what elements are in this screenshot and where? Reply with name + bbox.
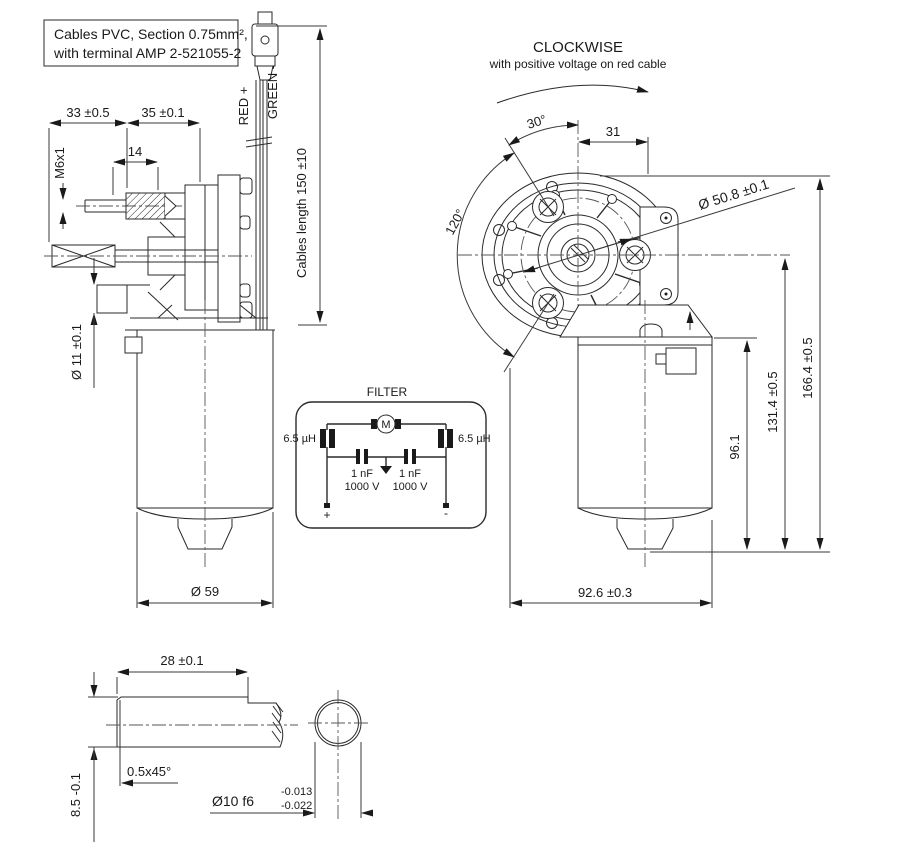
dim-85 [68,672,118,842]
dim-d59-label: Ø 59 [190,584,220,599]
motor-symbol [371,415,401,433]
cables-length-label: Cables length 150 ±10 [294,147,309,279]
filter-circuit [283,385,490,528]
rotation-subtitle: with positive voltage on red cable [489,57,667,71]
dim-92-label: 92.6 ±0.3 [577,585,633,600]
terminal-plus-label: + [323,508,331,522]
dim-chamfer [122,764,178,783]
cable-green-label: GREEN - [265,64,280,120]
motor-body-front [560,300,712,568]
cap-right-value: 1 nF [398,468,422,480]
dim-d10 [210,786,372,813]
dim-131 [765,259,785,549]
thread-label: M6x1 [52,147,67,179]
filter-title: FILTER [366,385,408,399]
inductor-left [283,429,335,448]
dim-166-label: 166.4 ±0.5 [800,337,815,399]
shaft-end-view [308,690,368,820]
cap-left-value: 1 nF [350,468,374,480]
dim-28-label: 28 ±0.1 [160,653,204,668]
inductor-left-label: 6.5 µH [283,433,316,445]
dim-28 [117,653,248,700]
dim-14 [113,144,158,195]
cap-left-rating: 1000 V [344,481,380,493]
dim-thread-m6 [52,147,67,229]
dim-120-label: 120° [442,206,468,238]
dim-d10-label: Ø10 f6 [212,793,255,809]
dim-31-label: 31 [605,124,621,139]
dim-d10-tol-upper: -0.013 [281,786,313,798]
dim-d11-label: Ø 11 ±0.1 [69,323,84,381]
dim-bolt-circle-label: Ø 50.8 ±0.1 [696,175,771,213]
dim-30-label: 30° [524,111,549,132]
dim-14-label: 14 [127,144,143,159]
side-view [44,12,327,608]
note-line1: Cables PVC, Section 0.75mm², [54,26,248,42]
dim-d11 [69,258,94,388]
dim-131-label: 131.4 ±0.5 [765,371,780,433]
dim-33-label: 33 ±0.5 [66,105,110,120]
inductor-right [438,429,491,448]
terminal-minus-label: - [444,506,448,520]
motor-symbol-label: M [381,419,391,431]
note-box [44,20,248,66]
motor-body-side [125,300,273,568]
rotation-title: CLOCKWISE [532,39,624,56]
note-line2: with terminal AMP 2-521055-2 [54,45,242,61]
shaft-detail [68,653,372,842]
rotation-note [489,39,667,103]
front-view [442,39,830,608]
dim-85-label: 8.5 -0.1 [68,772,83,818]
dim-31 [579,124,648,174]
dim-d10-tol-lower: -0.022 [281,800,313,812]
capacitor-left [345,449,381,493]
chamfer-label: 0.5x45° [127,764,172,779]
capacitor-right [393,449,429,493]
cable-red-label: RED + [236,86,251,126]
dim-35-label: 35 ±0.1 [141,105,185,120]
cap-right-rating: 1000 V [392,481,428,493]
dim-96 [714,338,757,549]
ground-symbol [380,457,392,474]
inductor-right-label: 6.5 µH [458,433,491,445]
dim-96-label: 96.1 [727,434,742,460]
